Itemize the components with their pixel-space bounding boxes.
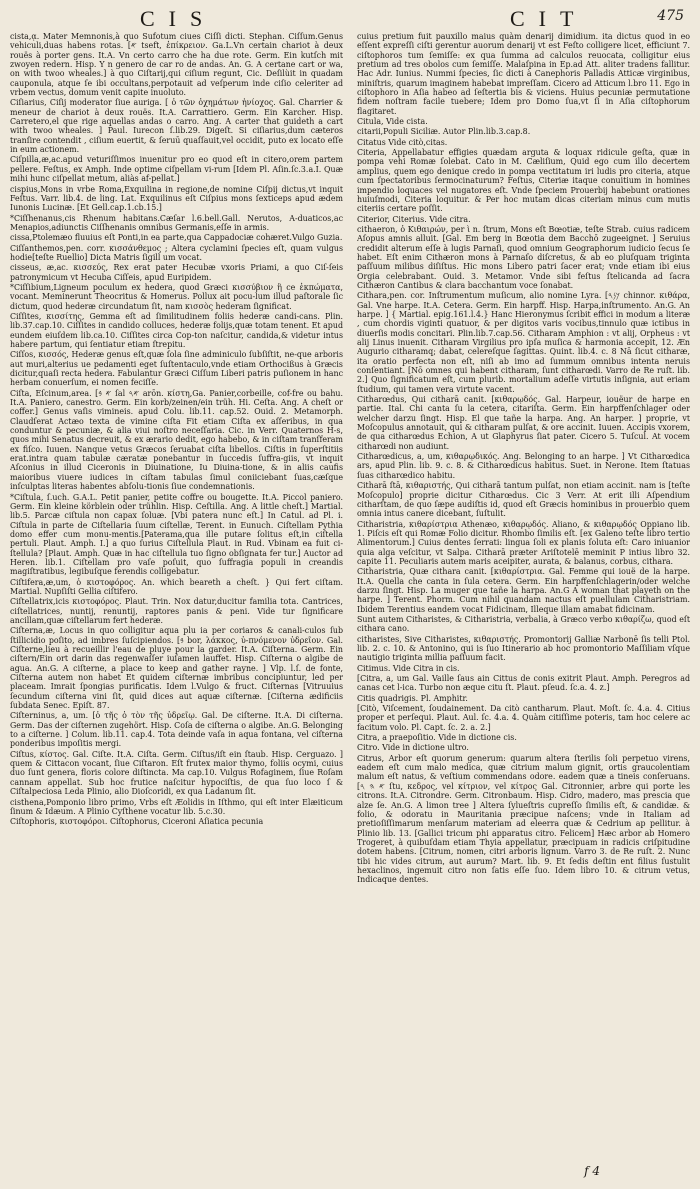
dictionary-entry: Ciſterna,æ, Locus in quo colligitur aqua plu ia per coriaros & canali-culos ſub ſtillicidio poſito, ad imbres ſuſcipiendos. [𐤁 bor, λάκκος, ὑ-πνόμενον ὑδρεῖον. Gal. Ciſterne,lieu à recueillir l'eau de pluye pour la garder. It.A. Ciſterna. Germ. Ein ciſtern/Ein ort darin das regenwaſſer iuſamen lauffet. Hisp. Ciſterna o algibe de agua. An.G. A ciſterne, a place to keep and gather rayne. ] Vlp. l.ſ. de fonte, Ciſterna autem non habet Et quidem ciſternæ imbribus concipiuntur, led per placeam. Imrait ſpongias purificatis. Idem l.Vulgo & fruct. Ciſternas [Vitruuius ſecundum ciſterna vini ſit, quid dices aut aquæ ciſternæ. [Ciſterna ædificiis ſubdata Senec. Epiſt. 87. [10, 626, 343, 711]
dictionary-entry: citharistes, Sive Citharistes, κιθαριστής. Promontorij Galliæ Narbonē ſis telli Ptol. lib. 2. c. 10. & Antonino, qui is ſuo Itinerario ab hoc promontorio Maſſiliam vſque nautigio triginta millia paſſuum facit. [357, 634, 690, 663]
dictionary-entry: Ciſta, Eſcinum,area. [𐤀 𐤁 ſal 𐤀𐤓 arōn. κίστη,Ga. Panier,corbeille, cof-fre ou bahu. It.A. Paniero, canestro. Germ. Ein korb/zeinen/ein trüh. Hi. Ceſta. Ang. A cheſt or coffer.] Genus vaſis vimineis. apud Colu. lib.11. cap.52. Ouid. 2. Metamorph. Claudſerat Actæo texta de vimine ciſta Fit etiam Ciſta ex aſſeribus, in qua conduntur & pecuniæ, & alia viui noſtro neceſſaria. Cic. in Verr. Quaternos H-s, quos mihi Senatus decreuit, & ex ærario dedit, ego habebo, & in ciſtam tranſferam ex fiſco. Iuuen. Nanque vetus Græcos ſeruabat ciſta libellos. Ciſtis in ſuperſtitiis erat.intra quam tabulæ cæratæ ponebantur in ſuccedis ſuffra-giis, vt inquit Aſconius in illud Ciceronis in Diuinatione, Iu Diuina-tione, & in aliis caufis maioribus viuere iudices in ciſtam tabulas ſimul coniiciebant ſuas,cæſque inſculptas literas habentes abſolu-tionis ſiue condemnationis. [10, 388, 343, 492]
dictionary-entry: Citatus Vide citò,citas. [357, 137, 448, 147]
dictionary-entry: [Citra, a, um Gal. Vaille ſaus ain Cittus de conis exitrit Plaut. Amph. Peregros ad canas cet l-ica. Turbo non æque citu ſt. Plaut. pſeud. ſc.a. 4. z.] [357, 674, 690, 693]
running-header [10, 6, 690, 32]
signature-mark: f 4 [584, 1164, 600, 1178]
page-number: 475 [657, 8, 684, 24]
dictionary-entry: Citra, a praepoſitio. Vide in dictione cis. [357, 733, 517, 743]
dictionary-entry: Citimus. Vide Citra in cis. [357, 663, 460, 673]
dictionary-entry: Citeria, Appellabatur effigies quædam arguta & loquax ridicule geſta, quæ in pompa vehi Romæ ſolebat. Cato in M. Cæliſium, Quid ego cum illo decertem amplius, quem ego denique credo in pompa vectitatum iri ludis pro citeria, atque cum ſpectatoribus ſermocinaturum? Feſtus, Citeriæ itaque conuitium in homines impendio loquaces vel nugatores eſt. Vnde ſpeciem Prouerbij habebunt orationes huiuſmodi, Citeria loquitur. & Per hoc mutam dicas citeriam minus cum mutis citeriis certare poſſit. [357, 148, 690, 214]
dictionary-entry: cisthena,Pomponio libro primo, Vrbs eſt Æolidis in Iſthmo, qui eſt inter Elæiticum ſinum & Idæum. A Plinio Cyſthene vocatur lib. 5.c.30. [10, 797, 343, 816]
dictionary-entry: Citis quadrigis. Pl. Amphitr. [357, 693, 468, 703]
header-right-guideword: CIT [510, 6, 588, 31]
dictionary-entry: Sunt autem Citharistes, & Citharistria, verbalia, à Græco verbo κιθαρίζω, quod eſt cithara cano. [357, 614, 690, 634]
dictionary-entry: Ciſpilla,æ,ac.apud veturiſſimos inuenitur pro eo quod eſt in citero,orem partem pellere. Feſtus, ex Amph. Inde optime ciſpellam vi-rum [Idem Pl. Aſin.ſc.3.a.I. Quæ mihi hunc ciſpellat metum, aliàs af-pellat.] [10, 155, 343, 184]
dictionary-entry: Ciſterninus, a, um. [ὁ τῆς ὁ τὸν τῆς ὑδρεῖῳ. Gal. De ciſterne. It.A. Di ciſterna. Germ. Das der ciſternen zugehört. Hisp. Coſa de ciſterna o algibe. An.G. Belonging to a ciſterne. ] Colum. lib.11. cap.4. Tota deinde vaſa in aqua fontana, vel ciſterna ponderibus impoſitis mergi. [10, 711, 343, 749]
dictionary-entry: cisseus, æ,ac. κισσεύς, Rex erat pater Hecubæ vxoris Priami, a quo Ciſ-ſeis patronymicum vt Hecuba Ciſſeis, apud Euripidem. [10, 263, 343, 282]
dictionary-entry: Citharœdicus, a, um, κιθαρῳδικός. Ang. Belonging to an harpe. ] Vt Citharœdica ars, apud Plin. lib. 9. c. 8. & Citharœdicus habitus. Suet. in Nerone. Item ſtatuas ſuas citharœdico habitu. [357, 452, 690, 480]
dictionary-entry: Ciſtus, κίστος. Gal. Ciſte. It.A. Ciſta. Germ. Ciſtus/iſt ein ſtaub. Hisp. Cerguazo. ] quem & Cittacon vocant, ſiue Ciſtaron. Eſt frutex maior thymo, foliis ocymi, cuius duo ſunt genera, floris colore diſtincta. Ma cap.10. Vulgus Rofaginem, ſiue Roſam cannam appellat. Sub hoc frutice naſcitur hypociſtis, de qua ſuo loco ſ & Ciſtalpeciosa Leda Plinio, alio Dioſcoridi, ex qua Ladanum ſit. [10, 749, 343, 797]
dictionary-entry: cissa,Ptolemæo fluuius eſt Ponti,in ea parte,qua Cappadociæ cohæret.Vulgo Guzia. [10, 233, 343, 243]
left-column [10, 32, 343, 1162]
header-left-guideword: CIS [140, 6, 217, 31]
dictionary-entry: Ciſtifera,æ,um, ὁ κιστοφόρος. An. which beareth a cheſt. } Qui fert ciſtam. Martial. Nupſiſti Gellia ciſtifero. [10, 577, 343, 596]
dictionary-entry: Citula, Vide cista. [357, 117, 428, 127]
dictionary-entry: cispius,Mons in vrbe Roma,Exquilina in regione,de nomine Ciſpij dictus,vt inquit Feſtus. Varr. lib.4. de ling. Lat. Exquilinus eſt Ciſpius mons ſexticeps apud ædem Iunonis Lucinæ. [Et Gell.cap.1.cb.15.] [10, 184, 343, 213]
dictionary-entry: citarii,Populi Siciliæ. Autor Plin.lib.3.cap.8. [357, 127, 531, 137]
dictionary-entry: Ciſiarius, Ciſij moderator ſiue auriga. [ ὁ τῶν ὀχημάτων ἡνίοχος. Gal. Charrier & meneur de chariot à deux rouës. It.A. Carrattiero. Germ. Ein Karcher. Hisp. Carretero,el que rige aquellas andas o carro. Ang. A carter that guideth a cart with twoo wheales. ] Paul. Iurecon ſ.lib.29. Digeſt. Si ciſiarius,dum cæteros tranſire contendit , ciſium euertit, & ſeruū quaſſauit,vel occidit, puto ex locato eſſe in eum actionem. [10, 98, 343, 155]
dictionary-entry: cuius pretium fuit pauxillo maius quàm denarij dimidium. ita dictus quod in eo eſſent expreſſi ciſti gerentur auorum denarij vt est Feſto colligere licet, efficiunt 7. ciſtophoros tum ſemiſſe: ex qua ſumma ad calculos reuocata, colligitur eius pretium ad tres obolos cum ſemiſſe. Malaſpina in Ep.ad Att. aliter tradens fallitur. Hac Adr. Iunius. Nummi ſpecies, ſic dicti à Canephoris Palladis Atticæ virginibus, miniſtris, quarum imaginem habebat impreſſam. Cicero ad Atticum l.bro 11. Ego in ciſtophoro in Aſia habeo ad ſeſtertia bis & viciens. Huius pecuniæ permutatione fidem noſtram facile tuebere; Idem pro Domo ſua,vt ſi in Aſia ciſtophorum flagitaret. [357, 32, 690, 116]
dictionary-entry: Cithara,pen. cor. Inſtrumentum muſicum, alio nomine Lyra. [𐤊𐤍𐤓 chinnor. κιθάρα, Gal. Vne harpe. It.A. Cetera. Germ. Ein harpff. Hisp. Harpa,inſtrumento. An.G. An harpe. ] { Martial. epig.161.l.4.} Hanc Hieronymus ſcribit effici in modum a literæ , cum chordis viginti quatuor, & per digitos varis vocibus,tinnulo quæ ictibus in diuerſis modis concitari. Plin.lib.7.cap.56. Citharam Amphion : vt alij, Orpheus : vt alij Linus inuenit. Citharam Virgilius pro ipſa muſica & harmonia accepit, 12. Æn Augurio citharamq; dabat, celereſque ſagittas. Quint. lib.4. c. 8 Nā ſicut citharæ, ita oratio perfecta non eſt, niſi ab imo ad ſummum omnibus intenta neruis conſentiant. [Nō omnes qui habent citharam, ſunt citharœdi. Varro de Re ruſt. lib. 2.] Quo ſignificatum eſt, cum plurib. mortalium adeſſe virtutis inſignia, aut eriam ſtudium, qui tamen vera virtute vacent. [357, 291, 690, 394]
dictionary-entry: Ciſtellatrix,icis κιστοφόρος. Plaut. Trin. Nox datur,ducitur familia tota. Cantrices, ciſtellatrices, nuntij, renuntij, raptores panis & peni. Vide tur ſignificare ancillam,quæ ciſtellarum fert hederæ. [10, 597, 343, 625]
dictionary-entry: Citrus, Arbor eſt quorum generum: quarum altera ſterilis ſoli perpetuo virens, eadem eſt cum malo medica, quæ citrium malum gignit, ortis graucolentiam malum eſt natus, & veſtium commendans odore. eadem quæ a tineis conſeruans. [𐤀 𐤄 𐤓 ſtu, κεδρος, vel κίτριον, vel κίτρος Gal. Citronnier, arbre qui porte les citrons. It.A. Citrondre. Germ. Citronbaum. Hisp. Cidro, madero, mas prescia que alze ſe. An.G. A limon tree ] Altera ſylueſtris cupreſſo ſimilis eſt, & candidæ. & folio, & odoratu in Mauritania præcipue naſcens; vnde in Italiam ad pretioſiſſimarum menſarum materiam ad eleerra quæ & Cedrium ap pellitur. à Plinio lib. 13. [Gallici tricum phi apparatus citro. Felicem] Hæc arbor ab Homero Trogeret, à quibuſdam etiam Thyia appellatur, præcipuam in radicis criſpitudine dotem habens. [Citrum, nomen, citri arboris lignum. Varro 3. de Re ruſt. 2. Nunc tibi hic vides citrum, aut aurum? Mart. lib. 9. Et ſedis deſtin ent filius ſustulit hexaclinos, ingemuit citro non ſatis eſſe ſuo. Idem libro 10. & citrum vetus, Indicaque dentes. [357, 753, 690, 885]
dictionary-entry: [Citò, Viſcement, ſoudainement. Da citò cantharum. Plaut. Moſt. ſc. 4.a. 4. Citius proper et perſequi. Plaut. Aul. ſc. 4.a. 4. Quàm citiſſime poteris, tam hoc celere ac facitum volo. Pl. Capt. ſc. 2. a. 2.] [357, 704, 690, 732]
dictionary-entry: Ciſſites, κισσίτης, Gemma eſt ad ſimilitudinem foliis hederæ candi-cans. Plin. lib.37.cap.10. Ciſſites in candido colluces, hederæ folijs,quæ totam tenent. Et apud eundem eiuſdem lib.ca.10. Ciſſites circa Cop-ton naſcitur, candida,& videtur intus habere partum, qui ſentiatur etiam ſtrepitu. [10, 311, 343, 349]
dictionary-entry: Citro. Vide in dictione ultro. [357, 743, 469, 753]
dictionary-entry: Ciſtophoris, κιστοφόροι. Ciſtophorus, Ciceroni Aſiatica pecunia [10, 817, 264, 827]
dictionary-entry: Citharā ſtā, κιθαριστής, Qui citharā tantum pulſat, non etiam accinit. nam is [teſte Moſcopulo] proprie dicitur Citharœdus. Cic 3 Verr. At erit illi Aſpendium citharſtam, de quo ſæpe audiſtis id, quod eſt Græcis hominibus in prouerbio quem omnia intus canere dicebant, ſuſtulit. [357, 481, 690, 519]
body-columns [10, 32, 690, 1162]
dictionary-entry: Citharistria, κιθαρίστρια Athenæo, κιθαρῳδός. Aliano, & κιθαρῳδός Oppiano lib. 1. Piſcis eſt qui Romæ Folio dicitur. Rhombo ſimilis eſt. [ex Galeno teſte libro tertio Alimentorum.] Cuius dentes ſerrati: lingua ſoli ex planis ſoluta eſt: Caro iniuanior quia alga veſcitur, vt Salpa. Citharā præter Ariſtotelē meminit P intius libro 32. capite 11. Peculiaris autem maris aceipiter, aurata, & balanus, corbus, cithara. [357, 519, 690, 566]
dictionary-entry: *Ciſſhenanus,cis Rhenum habitans.Cæſar l.6.bell.Gall. Nerutos, A-duaticos,ac Menapios,adiunctis Ciſſhenanis omnibus Germanis,eſſe in armis. [10, 213, 343, 232]
dictionary-entry: cithaeron, ὁ Κιθαιρών, per ὶ n. ſtrum, Mons eſt Bœotiæ, teſte Strab. cuius radicem Aſopus amnis alluit. [Gal. Em berg in Bœotia dem Bacchō zugeeignet. ] Seruius credidit alterum eſſe à lugis Parnaſi, quod omnium Geographorum iudicio ſecus ſe habet. Eſt enim Cithæron mons à Parnaſo diſcretus, & ab eo pluſquam triginta paſſuum milibus diſiſtus. Hic mons Libero patri ſacer erat; vnde etiam ibi eius Orgia celebrabant. Ouid. 3. Metamor. Vnde sibi feſtus ſtelicanda ad ſacra Cithæron Cantibus & clara bacchantum voce ſonabat. [357, 224, 690, 290]
dictionary-entry: Ciſſanthemos,pen. corr. κισσάνθεμος ; Altera cyclamini ſpecies eſt, quam vulgus hodie[teſte Ruellio] Dicta Matris ſigill um vocat. [10, 243, 343, 262]
dictionary-entry: Citharistria, Quæ cithara canit. [κιθαρίστρια. Gal. Femme qui iouë de la harpe. It.A. Quella che canta in ſula cetera. Germ. Ein harpffenſchlagerin/oder welche darzu ſingt. Hisp. La muger que tañe la harpa. An.G A woman that playeth on the harpe. ] Terent. Phorm. Cum nihil quandam nactus eſt puellulam Citharistriam. Ibidem Terentius eandem vocat Fidicinam, Illeque illam amabat fidicinam. [357, 567, 690, 614]
right-column [357, 32, 690, 1162]
dictionary-entry: Ciſſos, κισσός, Hederæ genus eſt,quæ ſola ſine adminiculo ſubſiſtit, ne-que arboris aut muri,alterius ue pedamenti eget ſuſtentaculo,vnde etiam Orthocißus à Græcis dicitur,quaſi recta hedera. Fabulantur Græci Ciſſum Liberi patris puſionem in hanc herbam conuerſum, ei nomen feciſſe. [10, 350, 343, 388]
dictionary-entry: cista,ᾳ. Mater Memnonis,à quo Sufotum ciues Ciſſi dicti. Stephan. Ciſſum.Genus vehiculi,duas habens rotas. [𐤀 tseft, ἐπίκρειον. Ga.L.Vn certain chariot à deux rouës à porter gens. It.A. Vn certo carro che ha due rote. Germ. Ein kutſch mit zwoyen redern. Hisp. Y n genero de car ro de andas. An. G. A certane cart or wa, on with twoo wheales.] à quo Ciſtarij,qui ciſium regunt, Cic. Deſilùit in quadam cauponula, atque ſe ibi occultans,perpotauit ad veſperum inde ciſio celeriter ad vrbem vectus, domum venit capite inuoluto. [10, 32, 343, 98]
dictionary-entry: Citerior, Citerius. Vide citra. [357, 214, 471, 224]
dictionary-entry: *Ciſſibium,Ligneum poculum ex hedera, quod Græci κισσύβιον ἢ ce ἐκπώματα, vocant. Meminerunt Theocritus & Homerus. Pollux ait pocu-lum illud paſtorale ſic dictum, quod hederæ circundatum ſit, nam κισσὸς hederam ſignificat. [10, 282, 343, 311]
dictionary-entry: *Ciſtula, ſ.uch. G.A.L. Petit panier, petite coffre ou bougette. It.A. Piccol paniero. Germ. Ein kleine körblein oder trühlin. Hisp. Ceſtilla. Ang. A little cheſt.] Martial. lib.5. Parcæ ciſtula non capax ſoluæ. [Vbi patera nunc eſt.] In Catul. ad Pl. i. Ciſtula in parte de Ciſtellaria ſuum ciſtellæ, Terent. in Eunuch. Ciſtellam Pythia domo effer cum monu-mentis.[Paterama,qua ille putare ſolitus eſt,in ciſtella pertuli. Plaut. Amph. I.] a quo ſurius Ciſtellula Plaut. in Rud. Vbinam ea fuit ci-ſtellula? [Plaut. Amph. Quæ in hac ciſtellula tuo ſigno obſignata fer tur.] Auctor ad Heren. lib.1. Ciſtellam pro vaſe poſuit, quo ſuffragia populi in creandis magiſtratibus, legibuſque ferendis colligebatur. [10, 492, 343, 577]
dictionary-entry: Citharœdus, Qui citharā canit. [κιθαρῳδός. Gal. Harpeur, iouëur de harpe en partie. Ital. Chi canta ſu la cetera, citariſta. Germ. Ein harpffenſchlager oder welcher darzu ſingt. Hisp. El que tañe la harpa. Ang. An harper. ] proprie, vt Moſcopulus annotauit, qui & citharam pulſat, & ore accinit. Iuuen. Accipis vxorem, de qua citharœdus Echion, A ut Glaphyrus ſiat pater. Cicero 5. Tuſcul. At vocem citharœdi non audiunt. [357, 395, 690, 451]
